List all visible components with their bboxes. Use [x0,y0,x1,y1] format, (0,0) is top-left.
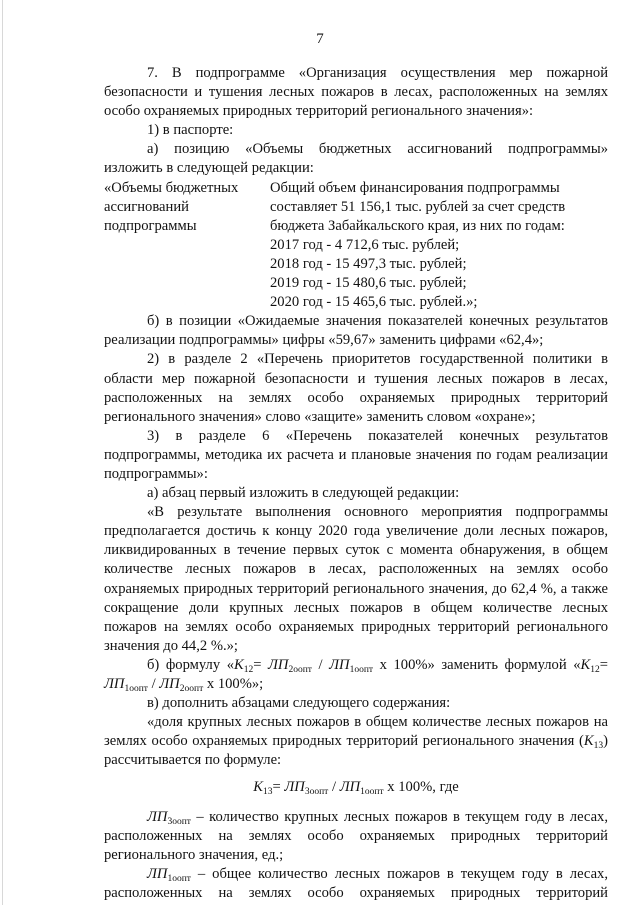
formula-subscript: 13 [593,741,604,752]
budget-table-value-column [270,179,608,313]
formula-subscript: 13 [263,787,273,798]
budget-table-label-line: «Объемы бюджетных [104,179,239,196]
formula-variable: K [234,656,244,673]
formula-subscript: 12 [243,664,254,675]
paragraph-section-2: 2) в разделе 2 «Перечень приоритетов государственной политики в области мер пожарной безопасности и тушения лесных пожаров в лесах, расположенных на землях особо охраняемых природных территорий регионального значения» слово «защите» заменить словом «охране»; [104,351,608,425]
formula-variable: ЛП [339,779,361,796]
budget-table-value-line: составляет 51 156,1 тыс. рублей за счет средств [270,198,566,215]
paragraph-subprogram-intro: 7. В подпрограмме «Организация осуществления мер пожарной безопасности и тушения лесных пожаров в лесах, расположенных на землях особо охраняемых природных территорий регионального значения»: [104,65,608,120]
formula-subscript: 1оопт [124,684,148,694]
budget-table-year-2019: 2019 год - 15 480,6 тыс. рублей; [270,275,467,292]
formula-subscript: 12 [590,664,600,675]
text-fragment: = [253,656,269,673]
budget-table-value-line: бюджета Забайкальского края, из них по годам: [270,217,565,234]
text-fragment: – количество крупных лесных пожаров в текущем году в лесах, расположенных на землях особо охраняемых природных территорий регионального значения, ед.; [104,808,608,863]
formula-subscript: 3оопт [167,816,191,827]
text-fragment: x 100%, где [383,779,459,796]
formula-variable: K [580,656,591,673]
budget-table-year-2020: 2020 год - 15 465,6 тыс. рублей.»; [270,294,478,311]
paragraph-large-fires-share [104,713,608,770]
budget-table-year-2018: 2018 год - 15 497,3 тыс. рублей; [270,255,467,272]
formula-subscript: 2оопт [288,664,312,675]
paragraph-expected-values: б) в позиции «Ожидаемые значения показателей конечных результатов реализации подпрограммы» цифры «59,67» заменить цифрами «62,4»; [104,313,608,349]
text-fragment: = [599,656,608,673]
formula-variable: ЛП [147,808,168,825]
formula-k13 [104,778,608,797]
paragraph-budget-position: а) позицию «Объемы бюджетных ассигнований подпрограммы» изложить в следующей редакции: [104,141,608,177]
document-body [104,64,608,903]
budget-table-label-column [104,179,270,313]
text-fragment: / [311,656,330,673]
formula-subscript: 1оопт [349,664,374,675]
text-fragment: «доля крупных лесных пожаров в общем количестве лесных пожаров на землях особо охраняемых природных территорий регионального значения ( [104,714,608,750]
text-fragment: – общее количество лесных пожаров в текущем году в лесах, расположенных на землях особо охраняемых природных территорий [104,865,608,901]
text-fragment: б) формулу « [147,656,234,673]
paragraph-lp3-definition [104,808,608,865]
formula-subscript: 3оопт [304,787,329,798]
paragraph-supplement: в) дополнить абзацами следующего содержания: [147,695,451,712]
budget-table [104,179,608,313]
paragraph-passport: 1) в паспорте: [147,122,234,139]
formula-subscript: 1оопт [360,787,384,798]
formula-subscript: 1оопт [167,873,191,884]
text-fragment: / [147,676,160,692]
formula-variable: ЛП [268,656,289,673]
scan-edge-line [2,0,3,905]
page-number: 7 [316,31,324,47]
paragraph-lp1-definition [104,865,608,903]
paragraph-first-abzac: а) абзац первый изложить в следующей редакции: [147,485,460,502]
budget-table-label-line: подпрограммы [104,217,197,234]
formula-variable: K [253,779,263,796]
formula-variable: ЛП [329,656,350,673]
formula-variable: ЛП [104,676,125,692]
budget-table-label-line: ассигнований [104,198,189,215]
text-fragment: = [272,779,285,796]
formula-variable: K [583,733,594,750]
formula-subscript: 2оопт [179,684,204,694]
formula-variable: ЛП [284,779,305,796]
text-fragment: x 100%»; [203,676,264,692]
budget-table-value-line: Общий объем финансирования подпрограммы [270,179,560,196]
text-fragment: ) рассчитывается по формуле: [104,733,608,769]
budget-table-year-2017: 2017 год - 4 712,6 тыс. рублей; [270,236,460,253]
formula-variable: ЛП [147,865,168,882]
text-fragment: x 100%» заменить формулой « [373,656,581,673]
formula-variable: ЛП [159,676,180,692]
paragraph-result-description: «В результате выполнения основного мероприятия подпрограммы предполагается достичь к концу 2020 года увеличение доли лесных пожаров, ликвидированных в течение первых суток с момента обнаружения, в общем количестве лесных пожаров в лесах, расположенных на землях особо охраняемых природных территорий регионального значения, до 62,4 %, а также сокращение доли крупных лесных пожаров в общем количестве лесных пожаров на землях особо охраняемых природных территорий регионального значения до 44,2 %.»; [104,504,608,654]
paragraph-section-6: 3) в разделе 6 «Перечень показателей конечных результатов подпрограммы, методика их расчета и плановые значения по годам реализации подпрограммы»: [104,427,608,482]
text-fragment: / [328,779,340,796]
paragraph-formula-replace [104,656,608,694]
